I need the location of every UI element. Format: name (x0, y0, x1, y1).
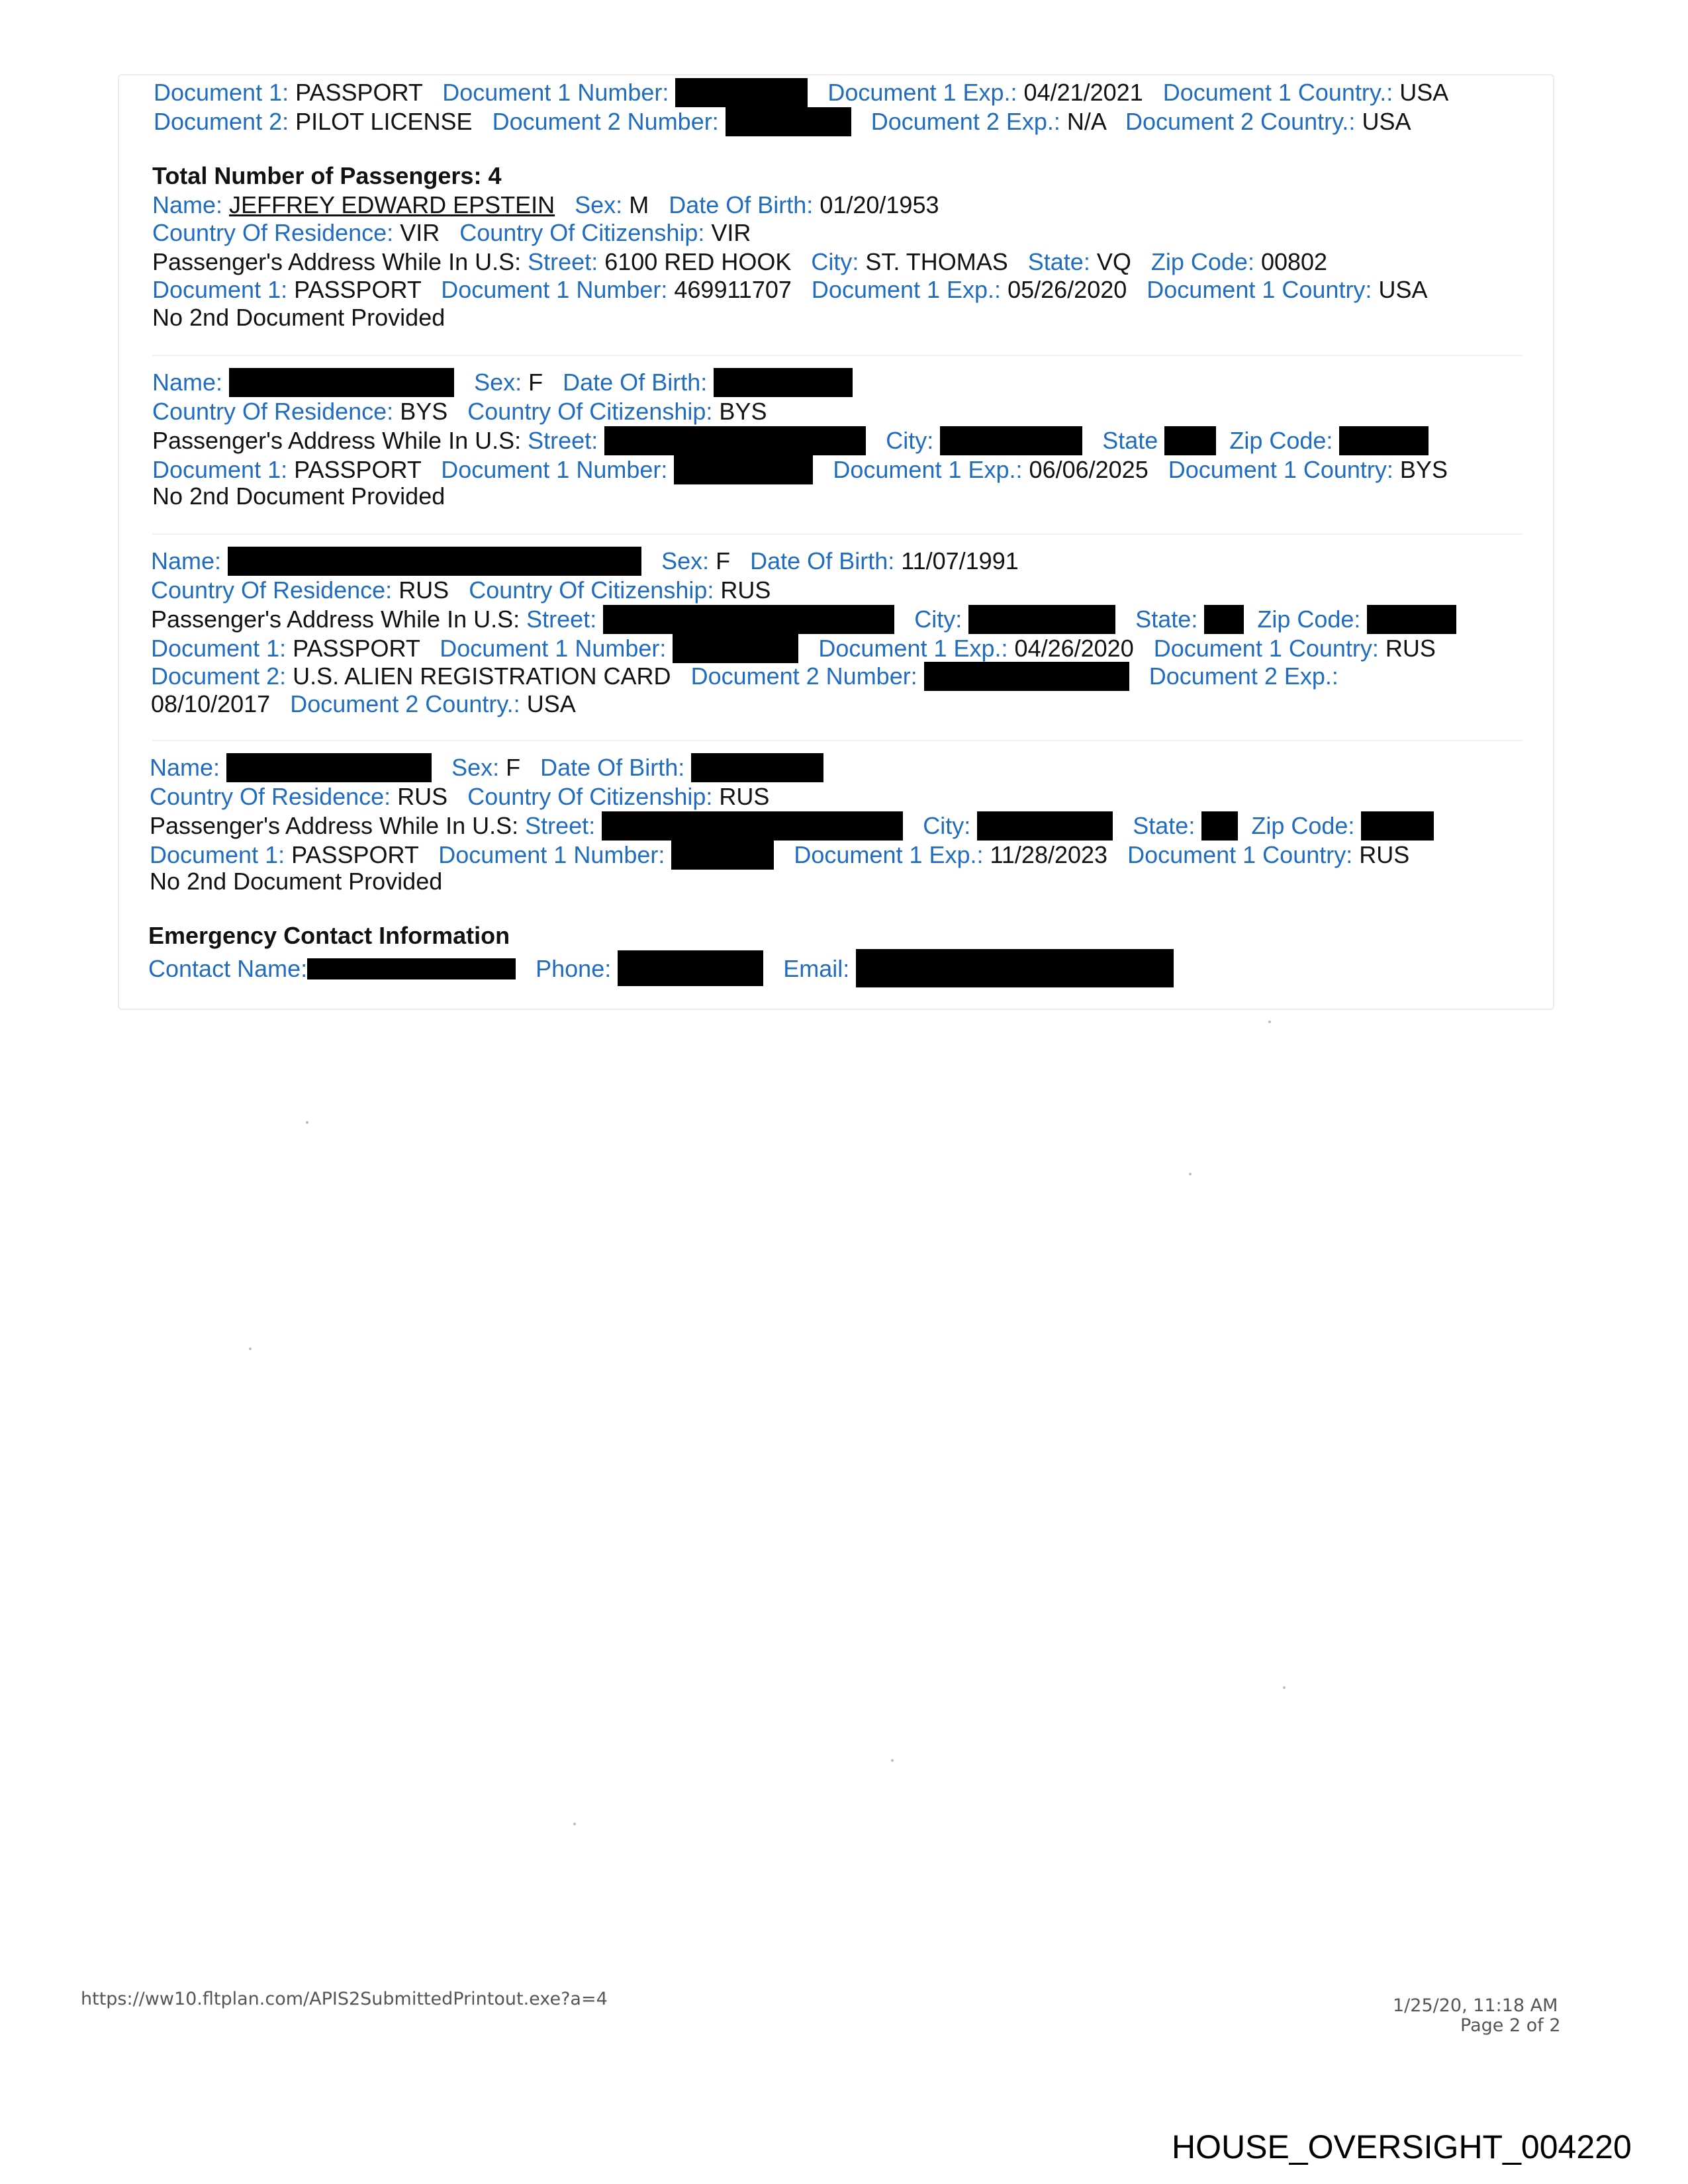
doc2-number-label: Document 2 Number: (690, 662, 917, 690)
state-label: State: (1133, 812, 1196, 839)
sex-label: Sex: (661, 547, 710, 574)
citizenship-value: RUS (719, 783, 770, 810)
scan-speck (249, 1347, 252, 1350)
citizenship-label: Country Of Citizenship: (459, 219, 705, 246)
redaction-block (691, 753, 823, 782)
doc1-label: Document 1: (154, 79, 289, 106)
source-url: https://ww10.fltplan.com/APIS2SubmittedPrintout.exe?a=4 (81, 1989, 608, 2009)
redaction-block (618, 950, 763, 986)
city-label: City: (923, 812, 971, 839)
doc2-label: Document 2: (154, 108, 289, 135)
doc1-country-value: RUS (1359, 841, 1410, 868)
doc1-number-value: 469911707 (674, 276, 792, 303)
doc1-country-value: BYS (1399, 456, 1448, 483)
passenger-1-no2nd: No 2nd Document Provided (152, 304, 445, 331)
email-label: Email: (783, 955, 850, 982)
redaction-block (602, 811, 903, 841)
passenger-2-address-row (152, 426, 1429, 455)
street-value: 6100 RED HOOK (604, 248, 792, 275)
section-divider (152, 533, 1523, 535)
doc2-country-value: USA (1362, 108, 1411, 135)
pilot-doc1-row (154, 78, 1448, 107)
name-label: Name: (152, 191, 223, 218)
doc2-value: PILOT LICENSE (295, 108, 473, 135)
zip-label: Zip Code: (1150, 248, 1254, 275)
address-label: Passenger's Address While In U.S: (152, 248, 522, 275)
passenger-1-address-row (152, 248, 1327, 277)
doc1-exp-label: Document 1 Exp.: (794, 841, 984, 868)
city-label: City: (811, 248, 859, 275)
residence-label: Country Of Residence: (152, 219, 394, 246)
doc1-label: Document 1: (150, 841, 285, 868)
doc1-country-label: Document 1 Country: (1153, 635, 1379, 662)
sex-value: F (528, 369, 543, 396)
dob-label: Date Of Birth: (669, 191, 814, 218)
doc1-exp-label: Document 1 Exp.: (811, 276, 1002, 303)
passenger-4-address-row (150, 811, 1434, 841)
state-label: State: (1027, 248, 1090, 275)
redaction-block (604, 426, 866, 455)
dob-value: 11/07/1991 (901, 547, 1019, 574)
emergency-heading: Emergency Contact Information (148, 922, 510, 949)
citizenship-label: Country Of Citizenship: (467, 783, 713, 810)
city-label: City: (886, 427, 934, 454)
passenger-3-doc2-row (151, 662, 1338, 691)
doc1-country-label: Document 1 Country: (1147, 276, 1372, 303)
doc1-number-label: Document 1 Number: (442, 79, 669, 106)
redaction-block (673, 634, 798, 663)
passenger-4-no2nd: No 2nd Document Provided (150, 868, 443, 895)
doc1-exp-value: 05/26/2020 (1008, 276, 1127, 303)
redaction-block (228, 547, 641, 576)
doc1-country-value: USA (1378, 276, 1428, 303)
sex-label: Sex: (474, 369, 522, 396)
redaction-block (1204, 605, 1244, 634)
scan-speck (573, 1823, 576, 1825)
contact-name-label: Contact Name: (148, 955, 308, 982)
doc2-exp-label: Document 2 Exp.: (870, 108, 1060, 135)
redaction-block (924, 662, 1129, 691)
passenger-1-doc-row (152, 275, 1427, 304)
doc2-country-value: USA (526, 690, 576, 717)
doc2-value: U.S. ALIEN REGISTRATION CARD (293, 662, 671, 690)
doc1-exp-label: Document 1 Exp.: (827, 79, 1017, 106)
passenger-3-name-row (151, 547, 1019, 576)
name-label: Name: (152, 369, 223, 396)
passenger-1-country-row (152, 218, 751, 248)
passenger-1-name-row (152, 191, 939, 220)
redaction-block (671, 841, 774, 870)
passenger-4-country-row (150, 782, 769, 811)
street-label: Street: (526, 606, 597, 633)
passenger-3-doc2-cont-row (151, 690, 576, 719)
doc1-label: Document 1: (152, 456, 288, 483)
doc1-country-label: Document 1 Country: (1168, 456, 1393, 483)
redaction-block (1361, 811, 1434, 841)
phone-label: Phone: (536, 955, 612, 982)
sex-value: F (506, 754, 521, 781)
zip-label: Zip Code: (1257, 606, 1361, 633)
scan-speck (891, 1759, 894, 1762)
city-label: City: (914, 606, 962, 633)
doc2-label: Document 2: (151, 662, 287, 690)
state-value: VQ (1096, 248, 1131, 275)
sex-label: Sex: (575, 191, 623, 218)
state-label: State (1102, 427, 1158, 454)
zip-label: Zip Code: (1229, 427, 1333, 454)
citizenship-value: VIR (711, 219, 751, 246)
sex-value: F (716, 547, 731, 574)
redaction-block (968, 605, 1115, 634)
passenger-2-name-row (152, 368, 853, 397)
name-label: Name: (151, 547, 222, 574)
city-value: ST. THOMAS (865, 248, 1008, 275)
citizenship-value: RUS (720, 576, 771, 604)
passenger-2-country-row (152, 397, 767, 426)
passenger-4-name-row (150, 753, 823, 782)
emergency-contact-row (148, 949, 1174, 987)
passenger-2-doc-row (152, 455, 1448, 484)
citizenship-label: Country Of Citizenship: (467, 398, 713, 425)
print-datetime: 1/25/20, 11:18 AM (1393, 1995, 1558, 2016)
redaction-block (674, 455, 813, 484)
doc1-exp-value: 04/21/2021 (1023, 79, 1143, 106)
doc2-exp-value: 08/10/2017 (151, 690, 271, 717)
doc1-exp-label: Document 1 Exp.: (833, 456, 1023, 483)
passenger-3-doc1-row (151, 634, 1436, 663)
residence-value: RUS (397, 783, 448, 810)
doc1-exp-value: 04/26/2020 (1014, 635, 1134, 662)
passenger-name: JEFFREY EDWARD EPSTEIN (229, 191, 555, 218)
scan-speck (1189, 1173, 1192, 1175)
page-number: Page 2 of 2 (1460, 2015, 1561, 2036)
doc1-label: Document 1: (151, 635, 287, 662)
citizenship-label: Country Of Citizenship: (469, 576, 714, 604)
doc1-country-label: Document 1 Country.: (1162, 79, 1393, 106)
residence-value: RUS (399, 576, 449, 604)
sex-label: Sex: (451, 754, 500, 781)
doc1-number-label: Document 1 Number: (441, 276, 668, 303)
dob-label: Date Of Birth: (540, 754, 685, 781)
doc1-number-label: Document 1 Number: (438, 841, 665, 868)
doc1-country-value: RUS (1385, 635, 1436, 662)
doc1-value: PASSPORT (293, 635, 420, 662)
doc2-country-label: Document 2 Country.: (290, 690, 520, 717)
citizenship-value: BYS (719, 398, 767, 425)
passenger-2-no2nd: No 2nd Document Provided (152, 482, 445, 510)
street-label: Street: (528, 427, 598, 454)
passenger-3-address-row (151, 605, 1456, 634)
dob-label: Date Of Birth: (750, 547, 895, 574)
doc2-exp-value: N/A (1066, 108, 1105, 135)
doc1-exp-label: Document 1 Exp.: (818, 635, 1008, 662)
scan-speck (1268, 1021, 1271, 1023)
redaction-block (1367, 605, 1456, 634)
dob-value: 01/20/1953 (820, 191, 939, 218)
doc2-country-label: Document 2 Country.: (1125, 108, 1356, 135)
doc1-label: Document 1: (152, 276, 288, 303)
street-label: Street: (525, 812, 596, 839)
address-label: Passenger's Address While In U.S: (150, 812, 519, 839)
doc1-value: PASSPORT (294, 276, 422, 303)
pilot-doc2-row (154, 107, 1411, 136)
dob-label: Date Of Birth: (563, 369, 708, 396)
redaction-block (229, 368, 454, 397)
redaction-block (307, 958, 516, 979)
redaction-block (1339, 426, 1429, 455)
redaction-block (603, 605, 894, 634)
sex-value: M (629, 191, 649, 218)
zip-value: 00802 (1260, 248, 1328, 275)
residence-label: Country Of Residence: (152, 398, 394, 425)
residence-value: BYS (400, 398, 448, 425)
redaction-block (1164, 426, 1216, 455)
doc2-exp-label: Document 2 Exp.: (1149, 662, 1338, 690)
doc1-value: PASSPORT (295, 79, 423, 106)
doc1-exp-value: 11/28/2023 (990, 841, 1108, 868)
address-label: Passenger's Address While In U.S: (151, 606, 520, 633)
redaction-block (940, 426, 1082, 455)
redaction-block (856, 949, 1174, 987)
doc1-country-label: Document 1 Country: (1127, 841, 1353, 868)
doc1-value: PASSPORT (294, 456, 422, 483)
address-label: Passenger's Address While In U.S: (152, 427, 522, 454)
redaction-block (726, 107, 851, 136)
doc2-number-label: Document 2 Number: (492, 108, 719, 135)
section-divider (152, 740, 1523, 741)
doc1-exp-value: 06/06/2025 (1029, 456, 1149, 483)
scan-speck (306, 1121, 308, 1124)
residence-label: Country Of Residence: (150, 783, 391, 810)
section-divider (152, 355, 1523, 356)
doc1-country-value: USA (1399, 79, 1449, 106)
passenger-3-country-row (151, 576, 771, 605)
redaction-block (1201, 811, 1238, 841)
residence-value: VIR (400, 219, 440, 246)
residence-label: Country Of Residence: (151, 576, 393, 604)
zip-label: Zip Code: (1251, 812, 1355, 839)
doc1-number-label: Document 1 Number: (440, 635, 667, 662)
total-passengers: Total Number of Passengers: 4 (152, 162, 502, 189)
bates-number: HOUSE_OVERSIGHT_004220 (1172, 2128, 1632, 2165)
doc1-value: PASSPORT (291, 841, 419, 868)
redaction-block (226, 753, 432, 782)
redaction-block (675, 78, 808, 107)
street-label: Street: (528, 248, 598, 275)
redaction-block (977, 811, 1113, 841)
name-label: Name: (150, 754, 220, 781)
passenger-4-doc-row (150, 841, 1409, 870)
scan-speck (1283, 1686, 1286, 1689)
redaction-block (714, 368, 853, 397)
doc1-number-label: Document 1 Number: (441, 456, 668, 483)
state-label: State: (1135, 606, 1198, 633)
